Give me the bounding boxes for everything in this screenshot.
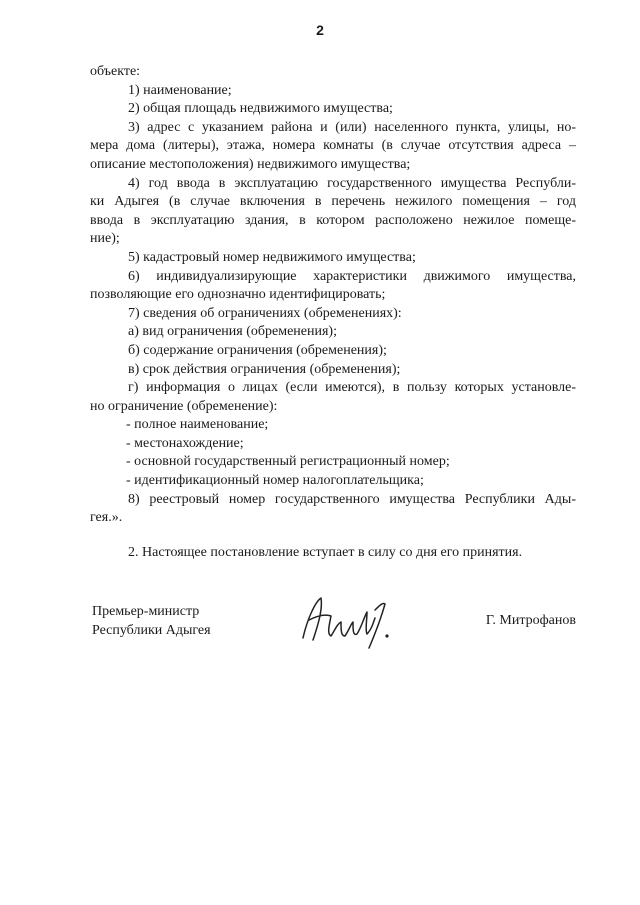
body-line: ввода в эксплуатацию здания, в котором расположено нежилое помеще- <box>90 212 576 228</box>
body-line: в) срок действия ограничения (обременения); <box>128 361 401 377</box>
body-line: 1) наименование; <box>128 82 232 98</box>
body-line: б) содержание ограничения (обременения); <box>128 342 387 358</box>
body-line: 6) индивидуализирующие характеристики движимого имущества, <box>128 268 576 284</box>
body-line: 8) реестровый номер государственного имущества Республики Ады- <box>128 491 576 507</box>
body-line: - полное наименование; <box>126 417 269 433</box>
body-line: 2. Настоящее постановление вступает в силу со дня его принятия. <box>128 544 523 560</box>
body-line: но ограничение (обременение): <box>90 398 278 414</box>
body-line: г) информация о лицах (если имеются), в пользу которых установле- <box>128 380 576 396</box>
body-line: - местонахождение; <box>126 435 244 451</box>
body-line: 5) кадастровый номер недвижимого имущества; <box>128 249 416 265</box>
signatory-position-line: Премьер-министр <box>92 604 200 619</box>
body-line: 2) общая площадь недвижимого имущества; <box>128 101 393 117</box>
body-line: объекте: <box>90 64 141 79</box>
signatory-position-line: Республики Адыгея <box>92 622 211 638</box>
body-line: гея.». <box>90 510 123 526</box>
signatory-name: Г. Митрофанов <box>485 613 576 628</box>
body-line: - идентификационный номер налогоплательщика; <box>126 473 424 489</box>
signatory-position <box>92 603 211 640</box>
body-line: ки Адыгея (в случае включения в перечень нежилого помещения – год <box>90 194 576 210</box>
body-line: позволяющие его однозначно идентифицировать; <box>90 287 386 303</box>
body-line: ние); <box>90 231 120 247</box>
body-line: описание местоположения) недвижимого имущества; <box>90 156 411 172</box>
page-number: 2 <box>316 22 324 38</box>
body-line: 4) год ввода в эксплуатацию государственного имущества Республи- <box>128 175 576 191</box>
body-line: - основной государственный регистрационный номер; <box>126 454 450 470</box>
body-line: 7) сведения об ограничениях (обременениях): <box>128 305 402 321</box>
body-line: а) вид ограничения (обременения); <box>128 324 337 340</box>
body-line: 3) адрес с указанием района и (или) населенного пункта, улицы, но- <box>128 119 576 135</box>
handwritten-signature <box>295 590 395 652</box>
body-line: мера дома (литеры), этажа, номера комнаты (в случае отсутствия адреса – <box>90 138 576 154</box>
document-body <box>90 63 576 562</box>
